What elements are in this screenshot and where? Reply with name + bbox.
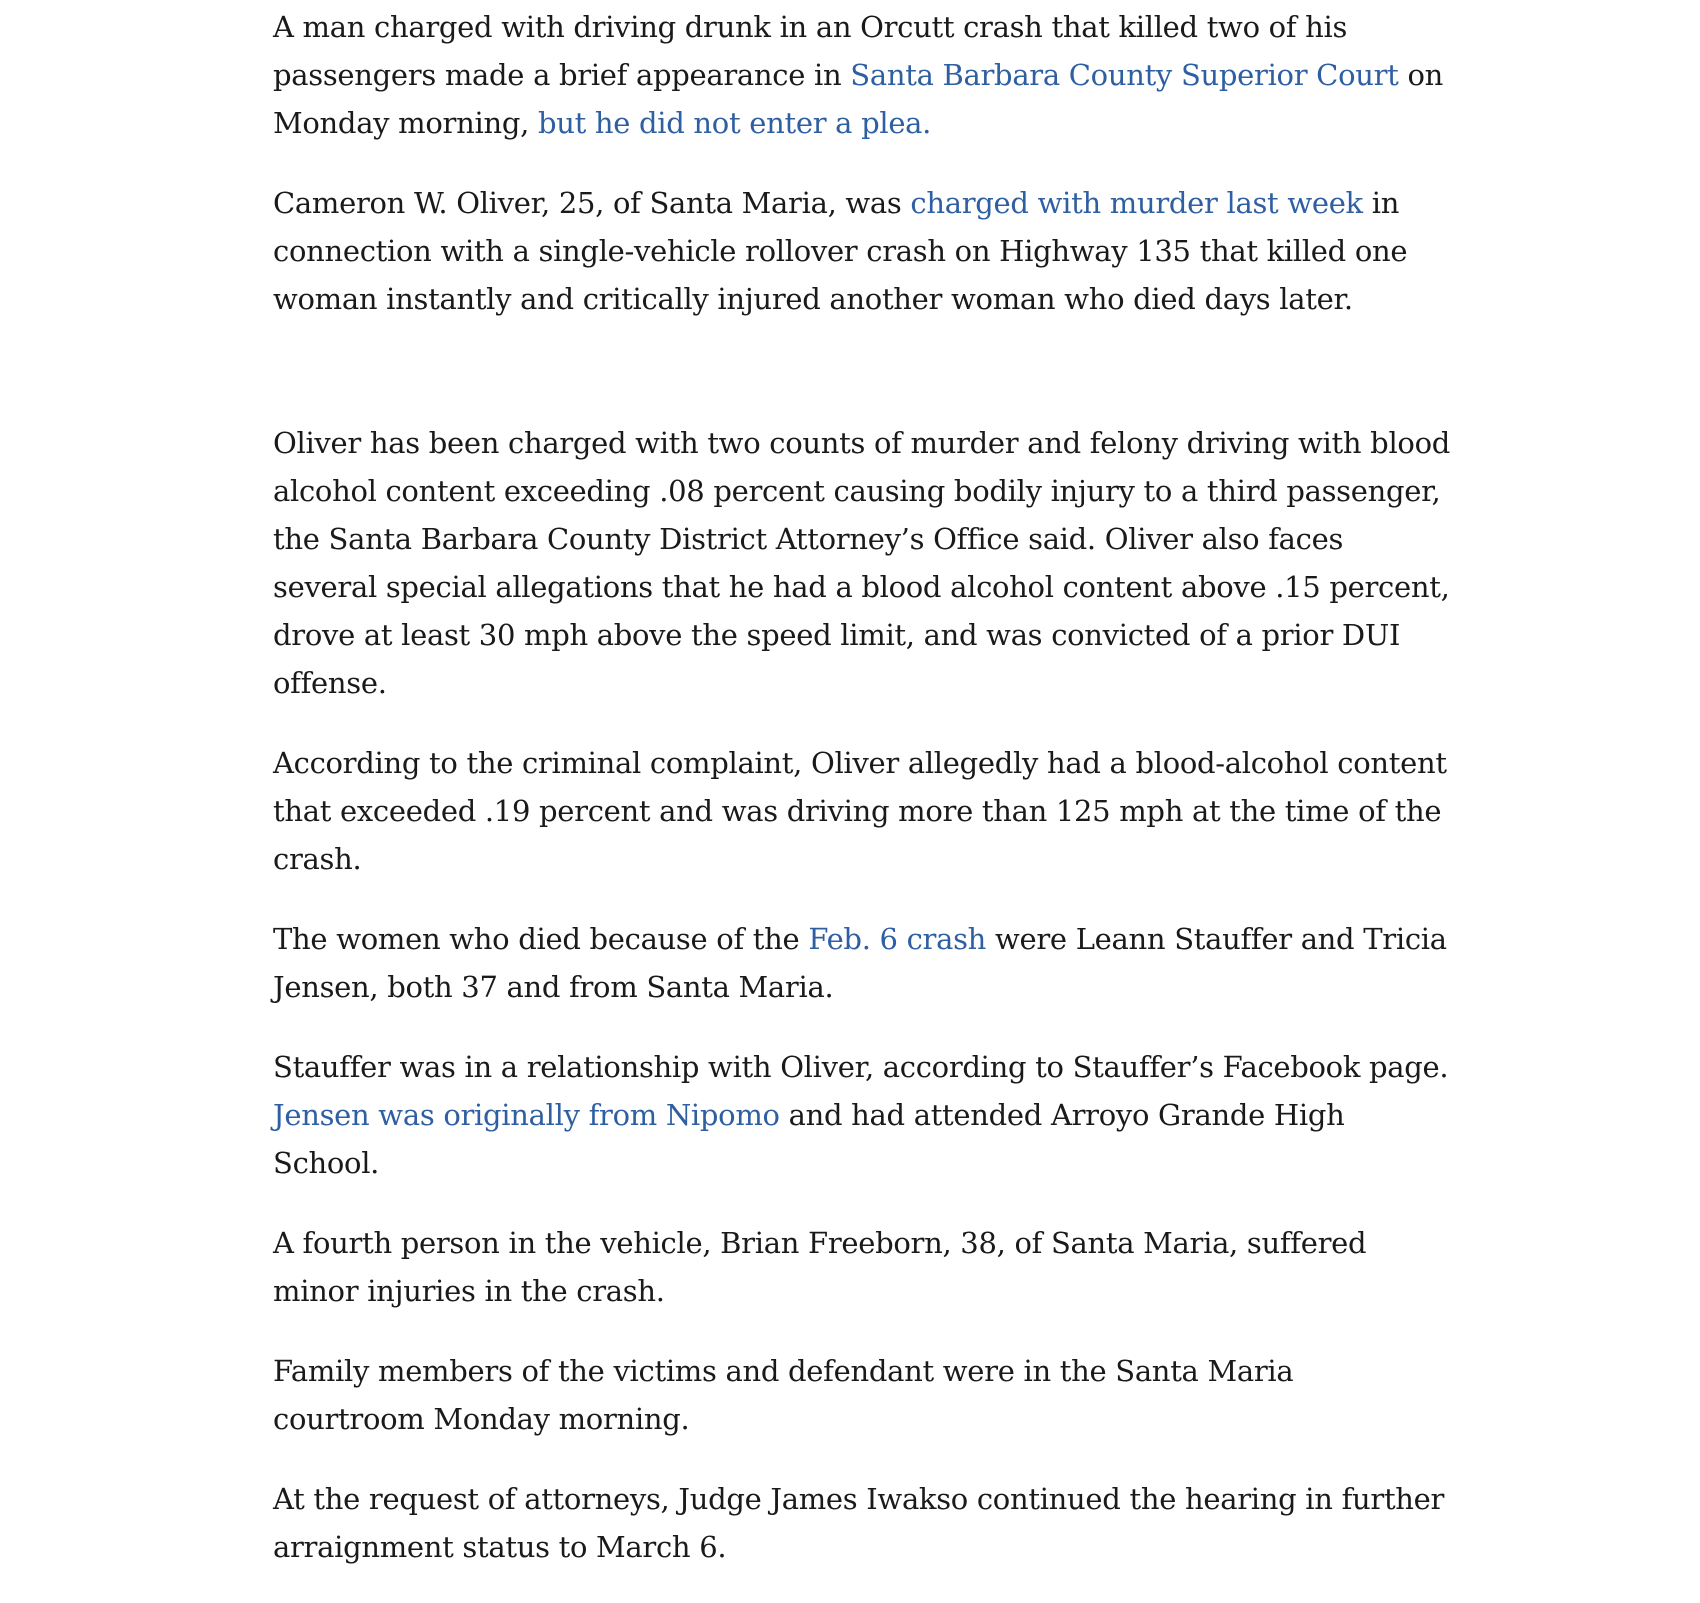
paragraph-continuance [273,1475,1453,1571]
paragraph-text: The women who died because of the [273,922,809,956]
paragraph-text: At the request of attorneys, Judge James Iwakso continued the hearing in further arraignment status to March 6. [273,1482,1445,1564]
paragraph-victims [273,915,1453,1011]
link-no-plea[interactable]: but he did not enter a plea. [537,106,932,140]
article-body [273,0,1453,1603]
paragraph-intro [273,3,1453,147]
link-charged-with-murder[interactable]: charged with murder last week [910,186,1363,220]
paragraph-fourth-person [273,1219,1453,1315]
paragraph-text: were Leann Stauffer and Tricia Jensen, both 37 and from Santa Maria. [273,922,1447,1004]
paragraph-relationship [273,1043,1453,1187]
paragraph-text: on Monday morning, [273,58,1443,140]
paragraph-complaint [273,739,1453,883]
paragraph-text: Stauffer was in a relationship with Oliver, according to Stauffer’s Facebook page. [273,1050,1449,1084]
link-superior-court[interactable]: Santa Barbara County Superior Court [850,58,1399,92]
paragraph-charges-summary [273,179,1453,323]
paragraph-family [273,1347,1453,1443]
paragraph-text: A man charged with driving drunk in an Orcutt crash that killed two of his passengers made a brief appearance in [273,10,1348,92]
paragraph-text: A fourth person in the vehicle, Brian Freeborn, 38, of Santa Maria, suffered minor injuries in the crash. [273,1226,1367,1308]
link-jensen-nipomo[interactable]: Jensen was originally from Nipomo [273,1098,780,1132]
paragraph-text: and had attended Arroyo Grande High School. [273,1098,1345,1180]
link-feb-6-crash[interactable]: Feb. 6 crash [808,922,987,956]
paragraph-text: in connection with a single-vehicle rollover crash on Highway 135 that killed one woman instantly and critically injured another woman who died days later. [273,186,1408,316]
paragraph-text: According to the criminal complaint, Oliver allegedly had a blood-alcohol content that exceeded .19 percent and was driving more than 125 mph at the time of the crash. [273,746,1447,876]
paragraph-text: Oliver has been charged with two counts of murder and felony driving with blood alcohol content exceeding .08 percent causing bodily injury to a third passenger, the Santa Barbara County District Attorney’s Office said. Oliver also faces several special allegations that he had a blood alcohol content above .15 percent, drove at least 30 mph above the speed limit, and was convicted of a prior DUI offense. [273,426,1450,700]
paragraph-text: Family members of the victims and defendant were in the Santa Maria courtroom Monday morning. [273,1354,1294,1436]
paragraph-text: Cameron W. Oliver, 25, of Santa Maria, was [273,186,911,220]
paragraph-charges-detail [273,419,1453,707]
